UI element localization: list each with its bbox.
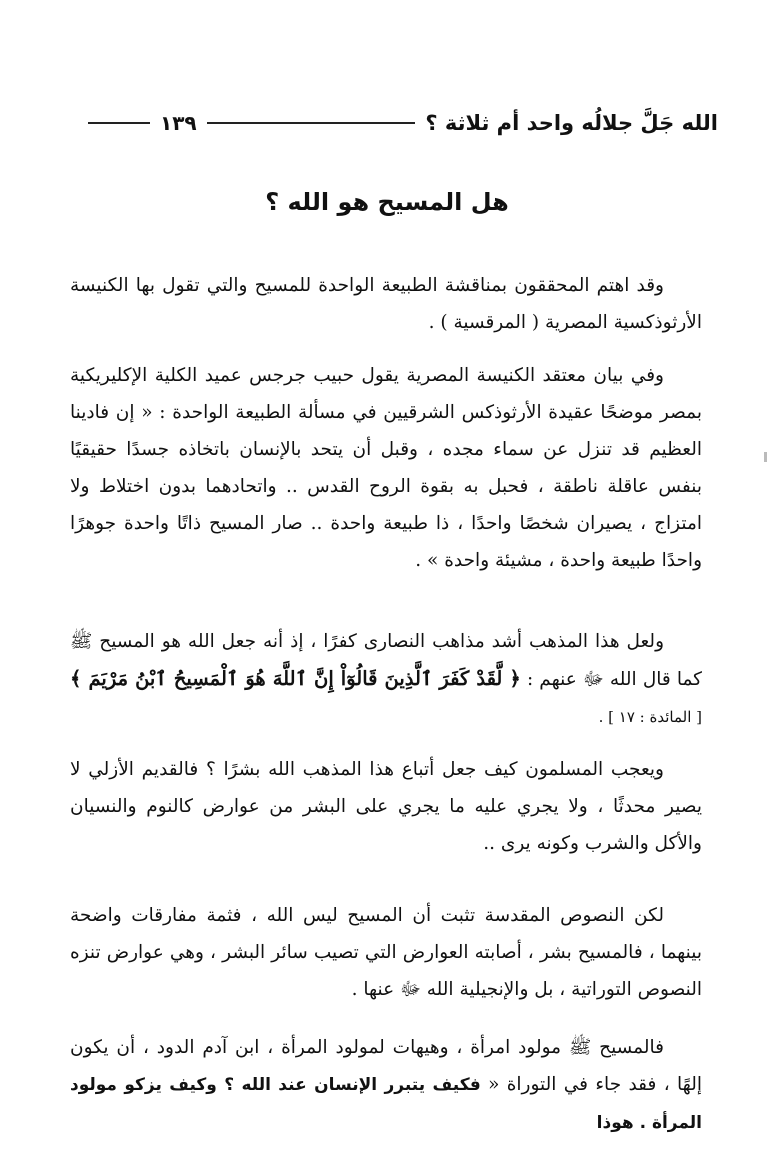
- verse-reference: [ المائدة : ١٧ ] .: [598, 707, 702, 726]
- section-heading: هل المسيح هو الله ؟: [265, 188, 509, 216]
- paragraph-2: وفي بيان معتقد الكنيسة المصرية يقول حبيب جرجس عميد الكلية الإكليريكية بمصر موضحًا عقيدة الأرثوذكس الشرقيين في مسألة الطبيعة الواحدة : « إن فادينا العظيم قد تنزل عن سماء مجده ، وقبل أن يتحد بالإنسان باتخاذه جسدًا حقيقيًا بنفس عاقلة ناطقة ، فحبل به بقوة الروح القدس .. واتحادهما بدون اختلاط ولا امتزاج ، يصيران شخصًا واحدًا ، ذا طبيعة واحدة .. صار المسيح ذاتًا واحدة جوهرًا واحدًا طبيعة واحدة ، مشيئة واحدة » .: [70, 364, 702, 571]
- paragraph-6: [70, 1029, 702, 1142]
- header-title: الله جَلَّ جلالُه واحد أم ثلاثة ؟: [425, 111, 718, 135]
- running-header: [88, 106, 718, 140]
- paragraph-6-text: فالمسيح ﷺ مولود امرأة ، وهيهات لمولود المرأة ، ابن آدم الدود ، أن يكون إلهًا ، فقد جاء في التوراة «: [70, 1036, 702, 1095]
- paragraph-1: وقد اهتم المحققون بمناقشة الطبيعة الواحدة للمسيح والتي تقول بها الكنيسة الأرثوذكسية المصرية ( المرقسية ) .: [70, 274, 702, 333]
- quran-verse: ﴿ لَّقَدْ كَفَرَ ٱلَّذِينَ قَالُوٓاْ إِنَّ ٱللَّهَ هُوَ ٱلْمَسِيحُ ٱبْنُ مَرْيَمَ ﴾: [70, 666, 521, 690]
- paragraph-5: لكن النصوص المقدسة تثبت أن المسيح ليس الله ، فثمة مفارقات واضحة بينهما ، فالمسيح بشر ، أصابته العوارض التي تصيب سائر البشر ، وهي عوارض تنزه النصوص التوراتية ، بل والإنجيلية الله ﷻ عنها .: [70, 904, 702, 1000]
- margin-mark: [764, 452, 767, 462]
- header-rule: [207, 122, 416, 124]
- paragraph-4: ويعجب المسلمون كيف جعل أتباع هذا المذهب الله بشرًا ؟ فالقديم الأزلي لا يصير محدثًا ، ولا يجري عليه ما يجري على البشر من عوارض كالنوم والنسيان والأكل والشرب وكونه يرى ..: [70, 758, 702, 854]
- quote-emphasis: فكيف يتبرر الإنسان عند الله ؟ وكيف يزكو مولود المرأة . هوذا: [70, 1074, 702, 1133]
- header-rule-end: [88, 122, 150, 124]
- paragraph-3: [70, 623, 702, 736]
- paragraph-3-text: ولعل هذا المذهب أشد مذاهب النصارى كفرًا ، إذ أنه جعل الله هو المسيح ﷺ كما قال الله ﷻ عنهم :: [70, 630, 702, 690]
- page-number: ١٣٩: [160, 111, 197, 135]
